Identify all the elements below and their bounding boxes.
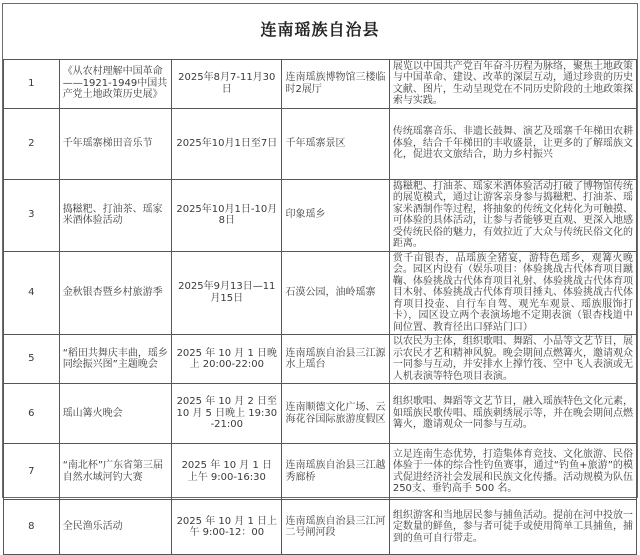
event-name-cell: 千年瑶寨梯田音乐节 bbox=[59, 108, 171, 179]
document-page bbox=[2, 3, 638, 544]
event-number-cell: 1 bbox=[4, 59, 60, 108]
title-cell bbox=[4, 4, 637, 59]
event-description-cell: 组织歌唱、舞蹈等文艺节目，融入瑶族特色文化元素，如瑶族民歌传唱、瑶族刺绣展示等，并在晚会期间点燃篝火，邀请观众一同参与互动。 bbox=[389, 384, 636, 444]
event-date-cell: 2025 年 10 月 2 日至 10 月 5 日晚上 19:30-21:00 bbox=[172, 384, 282, 444]
event-location-cell: 千年瑶寨景区 bbox=[282, 108, 389, 179]
event-number-cell: 8 bbox=[4, 500, 60, 555]
event-name-cell: 捣糍粑、打油茶、瑶家米酒体验活动 bbox=[59, 179, 171, 251]
event-date-cell: 2025 年 10 月 1 日晚上 20:00-22:00 bbox=[172, 335, 282, 384]
event-name-cell: “稻田共舞庆丰曲，瑶乡同绘振兴图”主题晚会 bbox=[59, 335, 171, 384]
event-description-cell: 展览以中国共产党百年奋斗历程为脉络，聚焦土地政策与中国革命、建设、改革的深层互动，通过珍贵的历史文献、图片，生动呈现党在不同历史阶段的土地政策探索与实践。 bbox=[389, 59, 636, 108]
event-number-cell: 7 bbox=[4, 444, 60, 500]
event-date-cell: 2025年9月13日—11月15日 bbox=[172, 251, 282, 335]
event-description-cell: 传统瑶寨音乐、非遗长鼓舞、演艺及瑶寨千年梯田农耕体验，结合千年梯田的丰收盛景，让更多的了解瑶族文化，促进农文旅结合，助力乡村振兴 bbox=[389, 108, 636, 179]
event-location-cell: 连南顺德文化广场、云海花谷国际旅游度假区 bbox=[282, 384, 389, 444]
event-number-cell: 2 bbox=[4, 108, 60, 179]
event-location-cell: 连南瑶族博物馆三楼临时2展厅 bbox=[282, 59, 389, 108]
event-description-cell: 赏千亩银杏，品瑶族全猪宴，游特色瑶乡，观篝火晚会。园区内设有（娱乐项目：体验挑战古代体育项目蹴鞠、体验挑战古代体育项目礼射、体验挑战古代体育项目木射、体验挑战古代体育项目捶丸、体验挑战古代体育项目投壶、自行车自驾、观光车观景、瑶族服饰打卡），园区设立两个表演场地不定期表演（银杏栈道中间位置、教育径出口驿站门口） bbox=[389, 251, 636, 335]
event-number-cell: 5 bbox=[4, 335, 60, 384]
events-table bbox=[3, 4, 637, 555]
event-number-cell: 4 bbox=[4, 251, 60, 335]
event-date-cell: 2025年8月7-11月30日 bbox=[172, 59, 282, 108]
table-row bbox=[4, 444, 637, 500]
table-row bbox=[4, 384, 637, 444]
table-row bbox=[4, 108, 637, 179]
event-date-cell: 2025 年 10 月 1 日 上午 9:00-16:30 bbox=[172, 444, 282, 500]
event-name-cell: “南北杯”广东省第三届自然水域河钓大赛 bbox=[59, 444, 171, 500]
table-row bbox=[4, 335, 637, 384]
event-number-cell: 3 bbox=[4, 179, 60, 251]
event-date-cell: 2025年10月1日-10月8日 bbox=[172, 179, 282, 251]
page-title: 连南瑶族自治县 bbox=[260, 20, 380, 39]
event-number-cell: 6 bbox=[4, 384, 60, 444]
event-location-cell: 连南瑶族自治县三江河二号闸河段 bbox=[282, 500, 389, 555]
table-row bbox=[4, 59, 637, 108]
table-row bbox=[4, 251, 637, 335]
event-description-cell: 立足连南生态优势，打造集体育竞技、文化旅游、民俗体验于一体的综合性钓鱼赛事，通过“钓鱼+旅游”的模式促进经济社会发展和民族文化传播。活动规模为队伍 250支、垂钓高手 500 名。 bbox=[389, 444, 636, 500]
event-description-cell: 捣糍粑、打油茶、瑶家米酒体验活动打破了博物馆传统的展览模式，通过让游客亲身参与捣糍粑、打油茶、瑶家米酒制作等过程，将抽象的传统文化转化为可触摸、可体验的具体活动，让参与者能够更直观、更深入地感受传统民俗的魅力，有效拉近了大众与传统民俗文化的距离。 bbox=[389, 179, 636, 251]
event-name-cell: 《从农村理解中国革命——1921-1949中国共产党土地政策历史展》 bbox=[59, 59, 171, 108]
event-date-cell: 2025年10月1日至7日 bbox=[172, 108, 282, 179]
event-location-cell: 印象瑶乡 bbox=[282, 179, 389, 251]
title-row bbox=[4, 4, 637, 59]
event-name-cell: 瑶山篝火晚会 bbox=[59, 384, 171, 444]
event-description-cell: 组织游客和当地居民参与捕鱼活动。提前在河中投放一定数量的鲜鱼，参与者可徒手或使用简单工具捕鱼，捕到的鱼可自行带走。 bbox=[389, 500, 636, 555]
event-name-cell: 金秋银杏暨乡村旅游季 bbox=[59, 251, 171, 335]
event-date-cell: 2025 年 10 月 1 日上午 9:00-12：00 bbox=[172, 500, 282, 555]
event-location-cell: 连南瑶族自治县三江源水上瑶台 bbox=[282, 335, 389, 384]
event-location-cell: 石漠公园，油岭瑶寨 bbox=[282, 251, 389, 335]
event-name-cell: 全民渔乐活动 bbox=[59, 500, 171, 555]
table-row bbox=[4, 500, 637, 555]
event-location-cell: 连南瑶族自治县三江越秀廊桥 bbox=[282, 444, 389, 500]
table-row bbox=[4, 179, 637, 251]
event-description-cell: 以农民为主体，组织歌唱、舞蹈、小品等文艺节目，展示农民才艺和精神风貌。晚会期间点燃篝火，邀请观众一同参与互动，并安排水上撑竹筏、空中飞人表演或无人机表演等特色项目表演。 bbox=[389, 335, 636, 384]
